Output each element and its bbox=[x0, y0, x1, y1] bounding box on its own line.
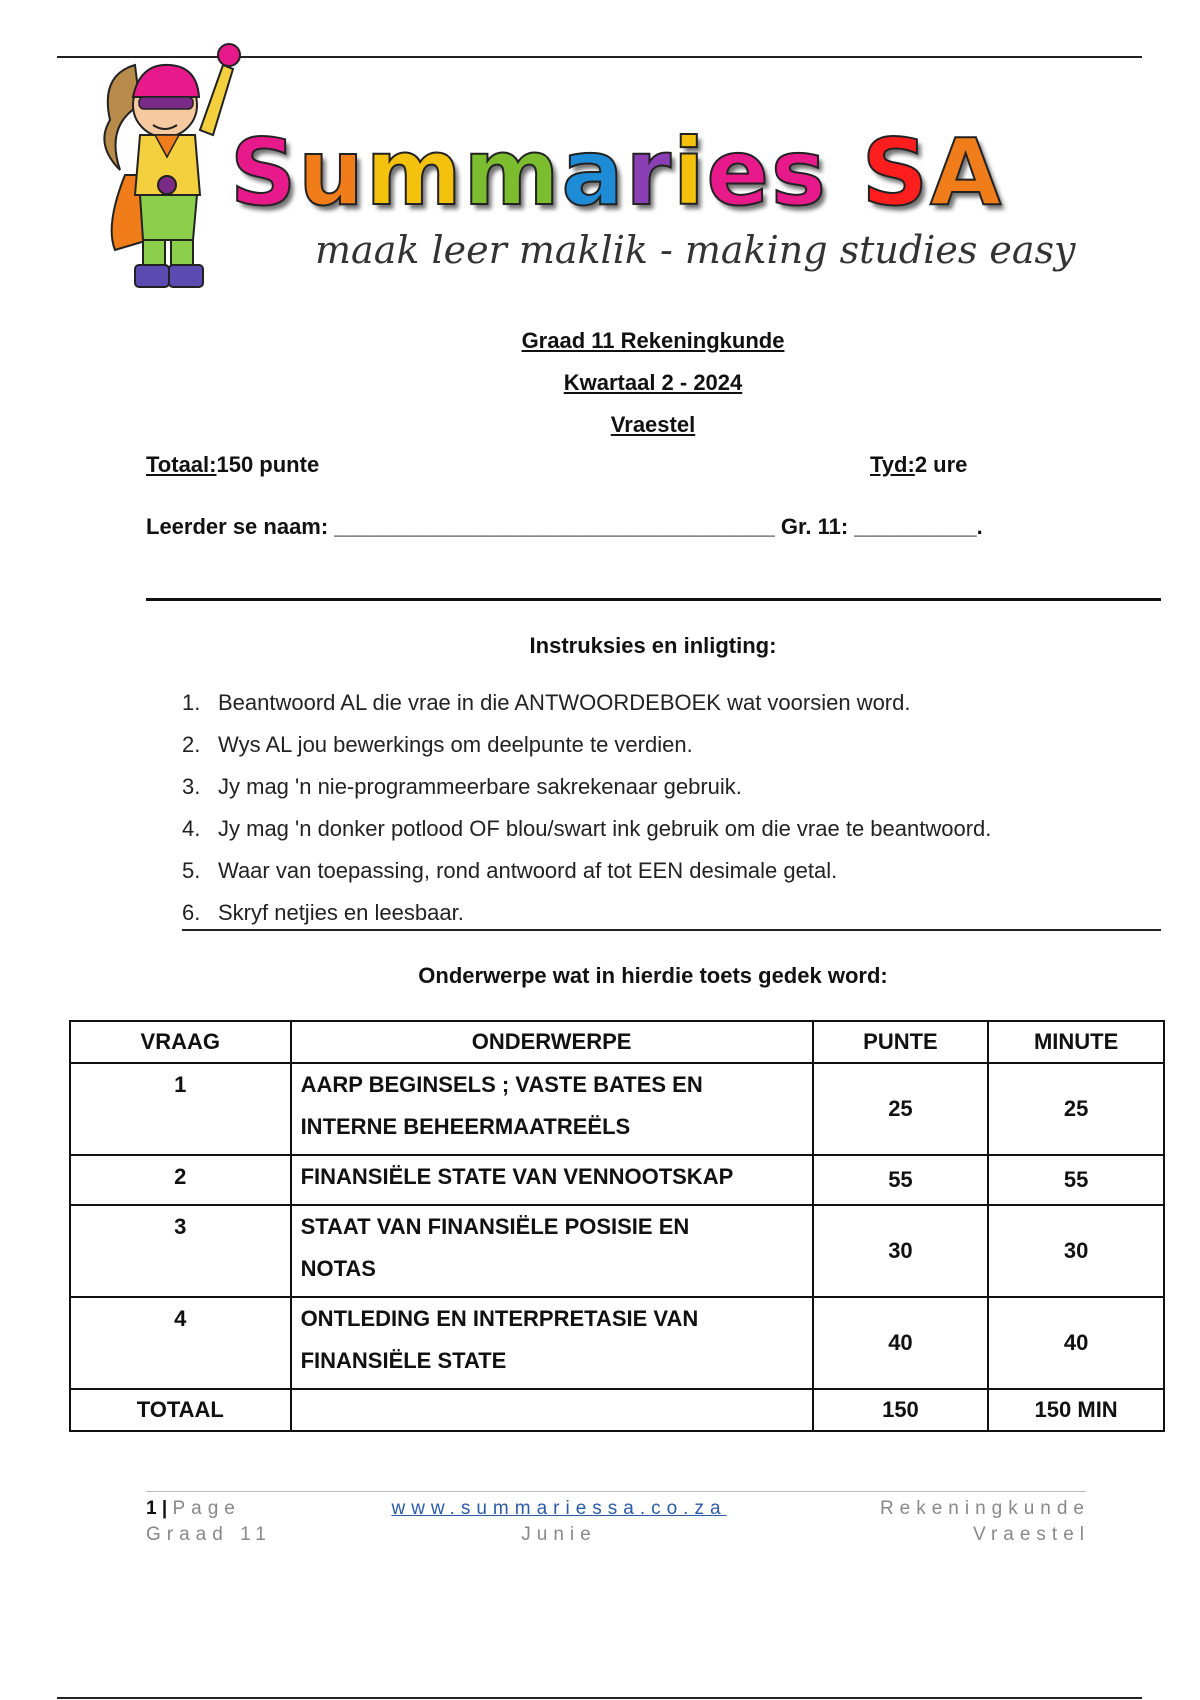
topic-cell: AARP BEGINSELS ; VASTE BATES EN INTERNE BEHEERMAATREËLS bbox=[291, 1063, 813, 1155]
instruction-item: 1. Beantwoord AL die vrae in die ANTWOORDEBOEK wat voorsien word. bbox=[182, 690, 911, 715]
instruction-item: 6. Skryf netjies en leesbaar. bbox=[182, 900, 464, 925]
total-empty-cell bbox=[291, 1389, 813, 1431]
marks-cell: 40 bbox=[813, 1297, 989, 1389]
table-row bbox=[70, 1297, 1164, 1389]
marks-cell: 25 bbox=[813, 1063, 989, 1155]
minutes-cell: 40 bbox=[988, 1297, 1164, 1389]
section-divider bbox=[146, 598, 1161, 601]
marks-cell: 30 bbox=[813, 1205, 989, 1297]
learner-name-line: Leerder se naam: ____________________________________ Gr. 11: __________. bbox=[146, 514, 983, 539]
total-value: 150 punte bbox=[216, 452, 320, 477]
total-minutes-cell: 150 MIN bbox=[988, 1389, 1164, 1431]
table-header-row bbox=[70, 1021, 1164, 1063]
total-marks-cell: 150 bbox=[813, 1389, 989, 1431]
brand-tagline: maak leer maklik - making studies easy bbox=[315, 228, 1076, 272]
term-title: Kwartaal 2 - 2024 bbox=[563, 370, 743, 395]
footer-grade: Graad 11 bbox=[146, 1524, 272, 1545]
question-cell: 3 bbox=[70, 1205, 291, 1297]
subject-title: Graad 11 Rekeningkunde bbox=[521, 328, 785, 353]
footer-subject-info bbox=[800, 1496, 1090, 1548]
topics-table bbox=[69, 1020, 1165, 1432]
time-info bbox=[870, 452, 967, 478]
column-header: MINUTE bbox=[988, 1021, 1164, 1063]
brand-logo-text: Summaries SA bbox=[230, 119, 1004, 226]
footer-subject: Rekeningkunde bbox=[879, 1498, 1090, 1519]
topic-cell: STAAT VAN FINANSIËLE POSISIE EN NOTAS bbox=[291, 1205, 813, 1297]
footer-center bbox=[384, 1496, 734, 1548]
column-header: PUNTE bbox=[813, 1021, 989, 1063]
instructions-heading: Instruksies en inligting: bbox=[529, 633, 777, 658]
instructions-list bbox=[182, 688, 991, 940]
question-cell: 1 bbox=[70, 1063, 291, 1155]
minutes-cell: 25 bbox=[988, 1063, 1164, 1155]
total-label-cell: TOTAAL bbox=[70, 1389, 291, 1431]
topics-heading: Onderwerpe wat in hierdie toets gedek word: bbox=[418, 963, 888, 988]
footer-page-info: 1 | Page Graad 11 bbox=[146, 1496, 272, 1548]
topic-cell: ONTLEDING EN INTERPRETASIE VAN FINANSIËLE STATE bbox=[291, 1297, 813, 1389]
website-link[interactable]: www.summariessa.co.za bbox=[391, 1498, 727, 1519]
minutes-cell: 55 bbox=[988, 1155, 1164, 1205]
question-cell: 2 bbox=[70, 1155, 291, 1205]
footer-rule bbox=[146, 1491, 1086, 1492]
total-label: Totaal: bbox=[146, 452, 217, 477]
marks-cell: 55 bbox=[813, 1155, 989, 1205]
document-titles bbox=[0, 323, 1200, 449]
table-row bbox=[70, 1155, 1164, 1205]
footer-month: Junie bbox=[521, 1524, 597, 1545]
column-header: VRAAG bbox=[70, 1021, 291, 1063]
mascot-logo-image bbox=[95, 35, 245, 290]
instruction-item: 5. Waar van toepassing, rond antwoord af tot EEN desimale getal. bbox=[182, 858, 838, 883]
footer-paper: Vraestel bbox=[973, 1524, 1090, 1545]
table-row bbox=[70, 1063, 1164, 1155]
time-value: 2 ure bbox=[914, 452, 968, 477]
time-label: Tyd: bbox=[870, 452, 915, 477]
page-number: 1 bbox=[146, 1498, 157, 1519]
paper-title: Vraestel bbox=[610, 412, 696, 437]
table-row bbox=[70, 1205, 1164, 1297]
total-row bbox=[70, 1389, 1164, 1431]
instructions-divider bbox=[182, 929, 1161, 931]
instruction-item: 2. Wys AL jou bewerkings om deelpunte te verdien. bbox=[182, 732, 693, 757]
instruction-item: 3. Jy mag 'n nie-programmeerbare sakrekenaar gebruik. bbox=[182, 774, 742, 799]
meta-row bbox=[146, 452, 976, 478]
page-word: Page bbox=[172, 1498, 241, 1519]
question-cell: 4 bbox=[70, 1297, 291, 1389]
minutes-cell: 30 bbox=[988, 1205, 1164, 1297]
topic-cell: FINANSIËLE STATE VAN VENNOOTSKAP bbox=[291, 1155, 813, 1205]
column-header: ONDERWERPE bbox=[291, 1021, 813, 1063]
bottom-rule bbox=[57, 1697, 1142, 1699]
instruction-item: 4. Jy mag 'n donker potlood OF blou/swart ink gebruik om die vrae te beantwoord. bbox=[182, 816, 992, 841]
